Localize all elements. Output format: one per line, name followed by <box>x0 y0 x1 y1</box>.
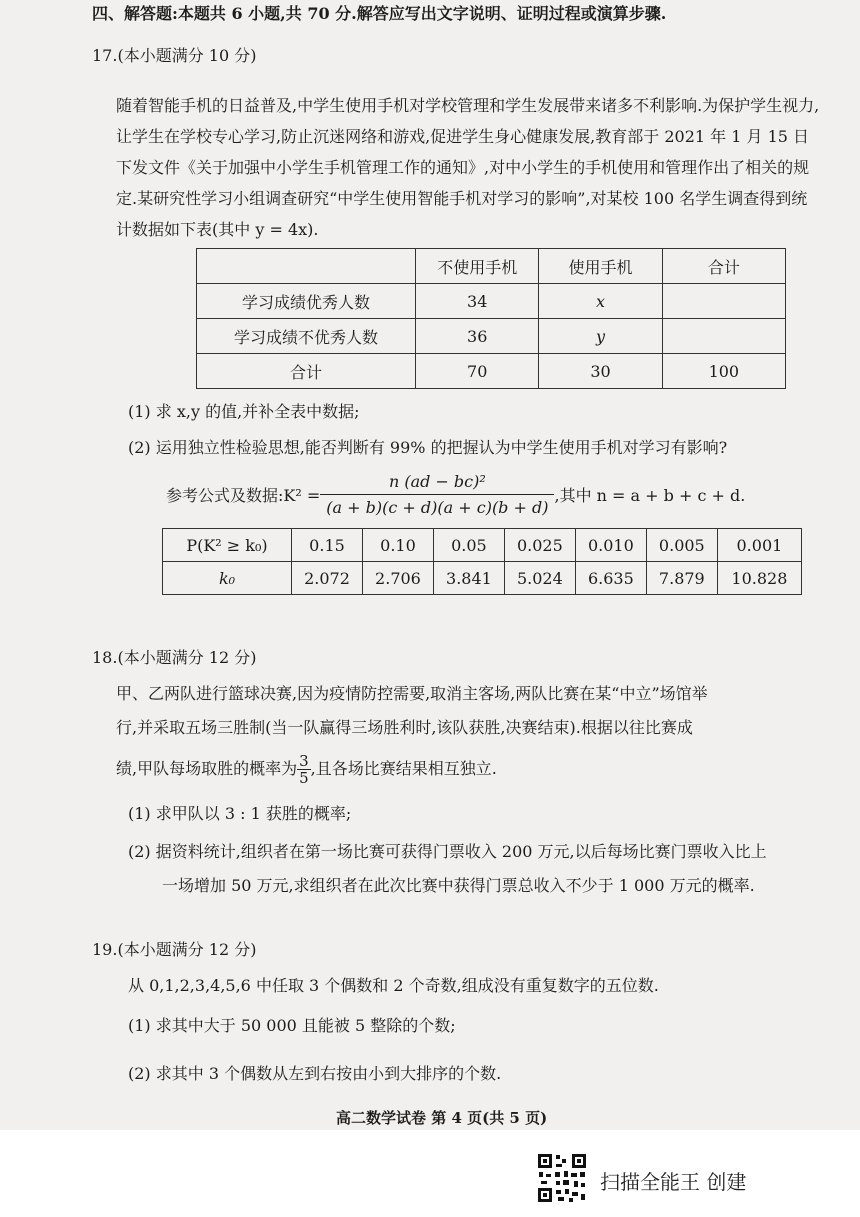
q19-title: 19.(本小题满分 12 分) <box>92 940 257 959</box>
ref-row-label: k₀ <box>163 562 292 595</box>
ref-row-label: P(K² ≥ k₀) <box>163 529 292 562</box>
table-cell: 34 <box>416 284 539 319</box>
formula-numerator: n (ad − bc)² <box>320 472 554 495</box>
table-header-cell <box>197 249 416 284</box>
page-footer: 高二数学试卷 第 4 页(共 5 页) <box>336 1109 548 1127</box>
ref-cell: 0.05 <box>433 529 504 562</box>
q18-part2-line1: (2) 据资料统计,组织者在第一场比赛可获得门票收入 200 万元,以后每场比赛门票收入比上 <box>128 842 767 861</box>
q19-part1: (1) 求其中大于 50 000 且能被 5 整除的个数; <box>128 1016 456 1035</box>
table-header-cell: 合计 <box>662 249 785 284</box>
scanner-label: 扫描全能王 创建 <box>600 1170 747 1194</box>
ref-cell: 0.001 <box>717 529 801 562</box>
ref-cell: 7.879 <box>646 562 717 595</box>
table-cell: x <box>539 284 662 319</box>
formula-prefix: 参考公式及数据:K² = <box>166 485 321 505</box>
ref-cell: 0.15 <box>292 529 363 562</box>
ref-cell: 0.10 <box>362 529 433 562</box>
q17-title: 17.(本小题满分 10 分) <box>92 46 257 65</box>
formula-suffix: ,其中 n = a + b + c + d. <box>554 485 746 505</box>
q19-part2: (2) 求其中 3 个偶数从左到右按由小到大排序的个数. <box>128 1064 502 1083</box>
table-cell <box>662 319 785 354</box>
q17-part2: (2) 运用独立性检验思想,能否判断有 99% 的把握认为中学生使用手机对学习有影响? <box>128 438 728 457</box>
qr-code-icon <box>536 1152 588 1204</box>
q19-body: 从 0,1,2,3,4,5,6 中任取 3 个偶数和 2 个奇数,组成没有重复数字的五位数. <box>128 976 659 995</box>
table-header-cell: 不使用手机 <box>416 249 539 284</box>
ref-cell: 6.635 <box>575 562 646 595</box>
q17-stat-table <box>196 248 786 389</box>
probability-fraction <box>297 753 311 786</box>
ref-cell: 2.072 <box>292 562 363 595</box>
ref-cell: 10.828 <box>717 562 801 595</box>
fraction-numerator: 3 <box>299 751 309 770</box>
q18-line3-post: ,且各场比赛结果相互独立. <box>310 759 497 778</box>
ref-cell: 0.005 <box>646 529 717 562</box>
q18-title: 18.(本小题满分 12 分) <box>92 648 257 667</box>
table-cell: 100 <box>662 354 785 389</box>
table-header-cell: 使用手机 <box>539 249 662 284</box>
ref-cell: 5.024 <box>504 562 575 595</box>
ref-cell: 3.841 <box>433 562 504 595</box>
q18-body-line1: 甲、乙两队进行篮球决赛,因为疫情防控需要,取消主客场,两队比赛在某“中立”场馆举 <box>116 684 708 703</box>
q17-ref-table <box>162 528 802 595</box>
section-heading: 四、解答题:本题共 6 小题,共 70 分.解答应写出文字说明、证明过程或演算步骤. <box>92 4 667 23</box>
q17-part1: (1) 求 x,y 的值,并补全表中数据; <box>128 402 360 421</box>
table-cell: y <box>539 319 662 354</box>
q17-body: 随着智能手机的日益普及,中学生使用手机对学校管理和学生发展带来诸多不利影响.为保护学生视力,让学生在学校专心学习,防止沉迷网络和游戏,促进学生身心健康发展,教育部于 2021 年 1 月 15 日下发文件《关于加强中小学生手机管理工作的通知》,对中小学生的手机使用和管理作出了相关的规定.某研究性学习小组调查研究“中学生使用智能手机对学习的影响”,对某校 100 名学生调查得到统计数据如下表(其中 y = 4x). <box>116 96 820 239</box>
q18-line3-pre: 绩,甲队每场取胜的概率为 <box>116 759 298 778</box>
table-cell: 70 <box>416 354 539 389</box>
ref-cell: 0.025 <box>504 529 575 562</box>
formula-fraction <box>320 472 554 517</box>
table-cell: 36 <box>416 319 539 354</box>
q18-body-line3 <box>116 748 497 790</box>
table-cell <box>662 284 785 319</box>
q18-part2-line2: 一场增加 50 万元,求组织者在此次比赛中获得门票总收入不少于 1 000 万元的概率. <box>162 876 755 895</box>
fraction-denominator: 5 <box>299 768 309 787</box>
q17-formula <box>166 466 745 522</box>
table-cell: 学习成绩不优秀人数 <box>197 319 416 354</box>
table-cell: 30 <box>539 354 662 389</box>
q18-body-line2: 行,并采取五场三胜制(当一队赢得三场胜利时,该队获胜,决赛结束).根据以往比赛成 <box>116 718 693 737</box>
formula-denominator: (a + b)(c + d)(a + c)(b + d) <box>326 497 549 517</box>
ref-cell: 2.706 <box>362 562 433 595</box>
q18-part1: (1) 求甲队以 3 : 1 获胜的概率; <box>128 804 352 823</box>
table-cell: 学习成绩优秀人数 <box>197 284 416 319</box>
table-cell: 合计 <box>197 354 416 389</box>
ref-cell: 0.010 <box>575 529 646 562</box>
